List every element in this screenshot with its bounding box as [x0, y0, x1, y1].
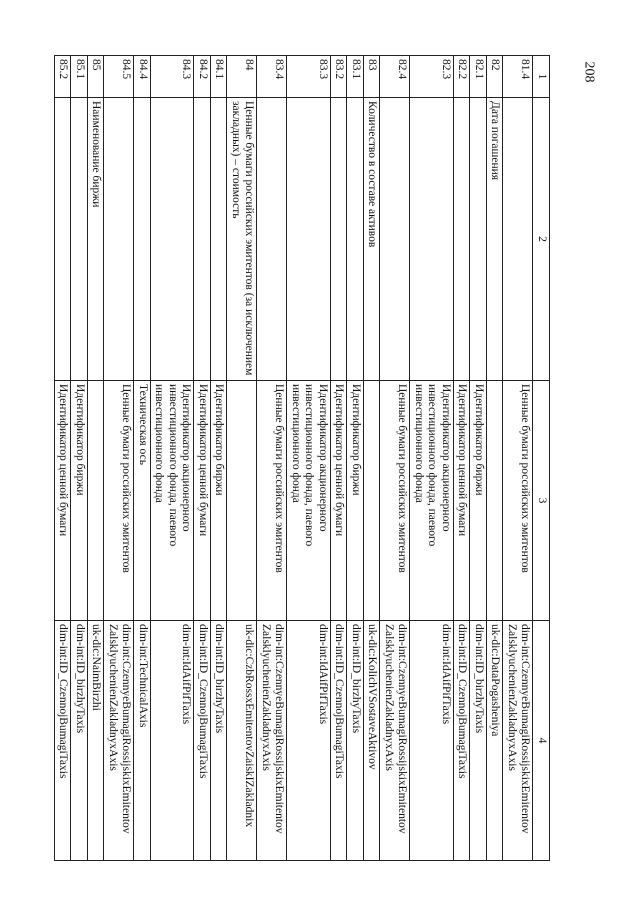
table-row: [410, 56, 454, 861]
table-row: [454, 56, 471, 861]
table-row: [257, 56, 287, 861]
row-code: uk-dic:NaimBirzhi: [88, 621, 105, 861]
row-code: dim-int:IdAifPifTaxis: [410, 621, 454, 861]
row-code: dim-int:ID_CzennojBumagiTaxis: [194, 621, 211, 861]
row-description: [364, 381, 381, 621]
table-row: [55, 56, 72, 861]
row-code: dim-int:ID_CzennojBumagiTaxis: [331, 621, 348, 861]
row-code: dim-int:ID_birzhyTaxis: [347, 621, 364, 861]
row-number: 85: [88, 56, 105, 98]
row-name: [454, 98, 471, 381]
row-number: 83.3: [287, 56, 331, 98]
row-code: uk-dic:CzbRossxEmitentovZaiskIZakladnix: [227, 621, 257, 861]
table-row: [331, 56, 348, 861]
row-name: Дата погашения: [487, 98, 504, 381]
row-description: Техническая ось: [134, 381, 151, 621]
row-name: [331, 98, 348, 381]
page-number: 208: [581, 61, 597, 83]
table-row: [227, 56, 257, 861]
row-number: 84.1: [211, 56, 228, 98]
row-name: [410, 98, 454, 381]
row-description: Идентификатор акционерного инвестиционного фонда, паевого инвестиционного фонда: [410, 381, 454, 621]
table-row: [211, 56, 228, 861]
table-row: [151, 56, 195, 861]
row-description: Ценные бумаги российских эмитентов: [257, 381, 287, 621]
table-row: [88, 56, 105, 861]
taxonomy-table: [54, 55, 550, 861]
row-name: [503, 98, 533, 381]
row-description: Идентификатор биржи: [211, 381, 228, 621]
row-name: [151, 98, 195, 381]
row-code: dim-int:TechnicalAxis: [134, 621, 151, 861]
row-number: 83: [364, 56, 381, 98]
row-name: [194, 98, 211, 381]
row-name: [347, 98, 364, 381]
column-header-3: 3: [533, 381, 550, 621]
table-row: [364, 56, 381, 861]
row-number: 81.4: [503, 56, 533, 98]
row-code: uk-dic:DataPogasheniya: [487, 621, 504, 861]
row-number: 82.3: [410, 56, 454, 98]
row-description: Ценные бумаги российских эмитентов: [380, 381, 410, 621]
row-name: [134, 98, 151, 381]
row-name: Количество в составе активов: [364, 98, 381, 381]
row-description: Идентификатор ценной бумаги: [454, 381, 471, 621]
header-row: [533, 56, 550, 861]
row-number: 83.1: [347, 56, 364, 98]
row-name: [104, 98, 134, 381]
row-code: dim-int:ID_CzennojBumagiTaxis: [55, 621, 72, 861]
table-row: [503, 56, 533, 861]
row-description: Идентификатор акционерного инвестиционного фонда, паевого инвестиционного фонда: [287, 381, 331, 621]
row-name: [470, 98, 487, 381]
row-description: [88, 381, 105, 621]
row-code: dim-int:ID_birzhyTaxis: [71, 621, 88, 861]
row-description: Идентификатор биржи: [71, 381, 88, 621]
document-table-area: [57, 55, 550, 860]
row-number: 84: [227, 56, 257, 98]
row-description: Идентификатор ценной бумаги: [331, 381, 348, 621]
row-description: Идентификатор ценной бумаги: [55, 381, 72, 621]
row-code: uk-dic:KolichVSostaveAktivov: [364, 621, 381, 861]
row-number: 85.2: [55, 56, 72, 98]
row-description: Ценные бумаги российских эмитентов: [503, 381, 533, 621]
row-number: 82.2: [454, 56, 471, 98]
row-name: [380, 98, 410, 381]
table-row: [487, 56, 504, 861]
row-number: 84.4: [134, 56, 151, 98]
column-header-4: 4: [533, 621, 550, 861]
row-code: dim-int:CzennyeBumagiRossijskixEmitentov ZalsklyuchenienZakladnyxAxis: [104, 621, 134, 861]
row-name: [257, 98, 287, 381]
row-number: 83.2: [331, 56, 348, 98]
column-header-1: 1: [533, 56, 550, 98]
row-number: 84.3: [151, 56, 195, 98]
row-number: 82: [487, 56, 504, 98]
row-description: [487, 381, 504, 621]
row-description: [227, 381, 257, 621]
row-name: [211, 98, 228, 381]
column-header-2: 2: [533, 98, 550, 381]
table-row: [347, 56, 364, 861]
table-row: [380, 56, 410, 861]
row-name: Наименование биржи: [88, 98, 105, 381]
row-description: Идентификатор акционерного инвестиционного фонда, паевого инвестиционного фонда: [151, 381, 195, 621]
table-row: [134, 56, 151, 861]
row-number: 82.4: [380, 56, 410, 98]
table-row: [287, 56, 331, 861]
row-description: Идентификатор биржи: [347, 381, 364, 621]
table-row: [71, 56, 88, 861]
table-row: [104, 56, 134, 861]
row-description: Ценные бумаги российских эмитентов: [104, 381, 134, 621]
table-row: [470, 56, 487, 861]
row-number: 82.1: [470, 56, 487, 98]
row-description: Идентификатор биржи: [470, 381, 487, 621]
row-number: 83.4: [257, 56, 287, 98]
row-code: dim-int:ID_birzhyTaxis: [211, 621, 228, 861]
row-code: dim-int:IdAifPifTaxis: [287, 621, 331, 861]
row-name: [287, 98, 331, 381]
row-code: dim-int:IdAifPifTaxis: [151, 621, 195, 861]
row-number: 85.1: [71, 56, 88, 98]
row-code: dim-int:CzennyeBumagiRossijskixEmitentov ZalsklyuchenienZakladnyxAxis: [380, 621, 410, 861]
row-code: dim-int:CzennyeBumagiRossijskixEmitentov ZalsklyuchenienZakladnyxAxis: [257, 621, 287, 861]
row-name: [55, 98, 72, 381]
row-name: Ценные бумаги российских эмитентов (за исключением закладных) – стоимость: [227, 98, 257, 381]
row-code: dim-int:ID_birzhyTaxis: [470, 621, 487, 861]
row-name: [71, 98, 88, 381]
row-code: dim-int:ID_CzennojBumagiTaxis: [454, 621, 471, 861]
row-code: dim-int:CzennyeBumagiRossijskixEmitentov ZalsklyuchenienZakladnyxAxis: [503, 621, 533, 861]
row-number: 84.2: [194, 56, 211, 98]
table-row: [194, 56, 211, 861]
row-number: 84.5: [104, 56, 134, 98]
row-description: Идентификатор ценной бумаги: [194, 381, 211, 621]
table-body: [55, 56, 534, 861]
